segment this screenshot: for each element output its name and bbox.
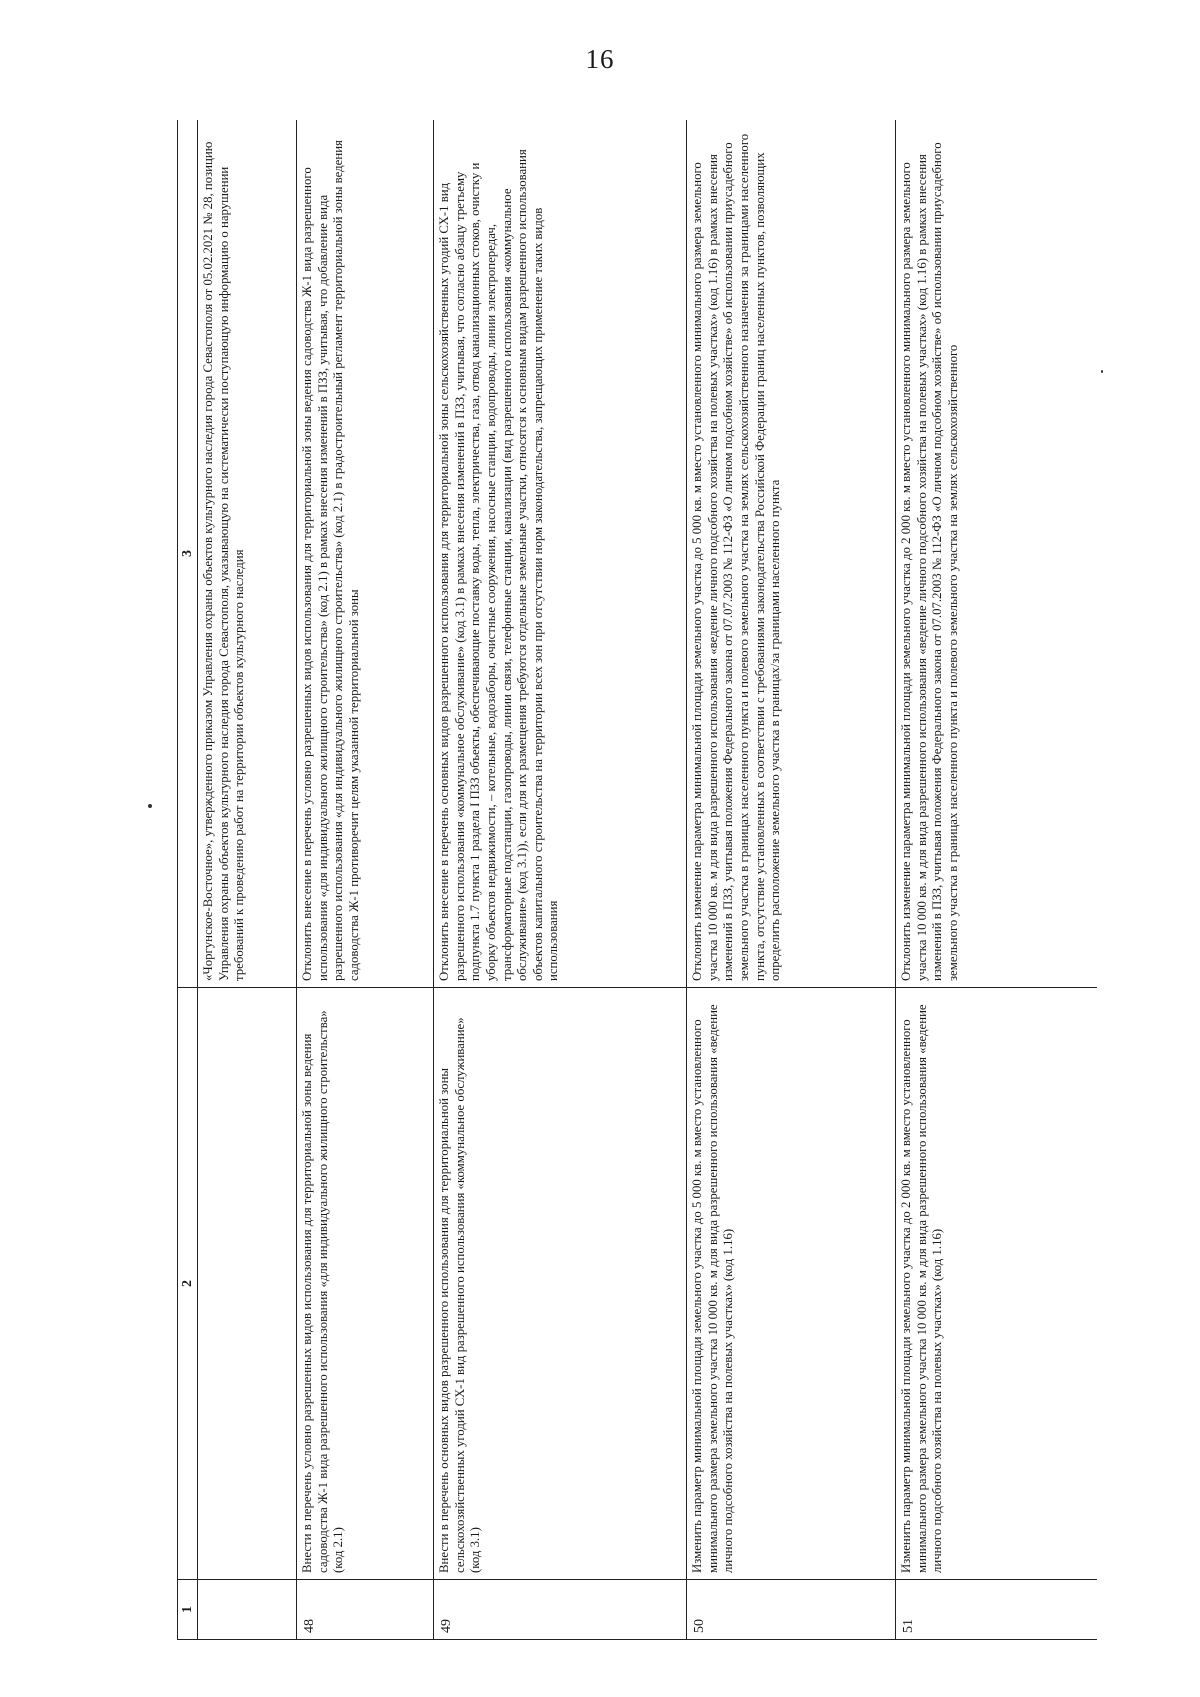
decision-cell: «Чоргунское-Восточное», утвержденного приказом Управления охраны объектов культурного наследия города Севастополя от 05.02.2021 № 28, позицию Управления охраны объектов культурного наследия города Севастополя, указывающую на систематически поступающую информацию о нарушении требований к проведению работ на территории объектов культурного наследия [198,120,297,988]
row-number [198,1580,297,1640]
decision-cell: Отклонить изменение параметра минимальной площади земельного участка до 2 000 кв. м вместо установленного минимального размера земельного участка 10 000 кв. м для вида разрешенного использования «ведение личного подсобного хозяйства на полевых участках» (код 1.16) в рамках внесения изменений в ПЗЗ, учитывая положения Федерального закона от 07.07.2003 № 112-ФЗ «О личном подсобном хозяйстве» об использовании приусадебного земельного участка в границах населенного пункта и полевого земельного участка на землях сельскохозяйственного [896,120,1097,988]
row-number: 50 [687,1580,896,1640]
row-number: 51 [896,1580,1097,1640]
proposal-cell [198,988,297,1580]
document-table-frame [177,120,1097,1640]
table-row [297,120,434,1640]
column-header-number: 1 [178,1580,198,1640]
decision-cell: Отклонить внесение в перечень условно разрешенных видов использования для территориальной зоны ведения садоводства Ж-1 вида разрешенного использования «для индивидуального жилищного строительства» (код 2.1) в рамках внесения изменений в ПЗЗ, учитывая, что добавление вида разрешенного использования «для индивидуального жилищного строительства» (код 2.1) в градостроительный регламент территориальной зоны ведения садоводства Ж-1 противоречит целям указанной территориальной зоны [297,120,434,988]
table-header-row [178,120,198,1640]
table-row [896,120,1097,1640]
scan-speck [148,804,152,808]
decision-cell: Отклонить изменение параметра минимальной площади земельного участка до 5 000 кв. м вместо установленного минимального размера земельного участка 10 000 кв. м для вида разрешенного использования «ведение личного подсобного хозяйства на полевых участках» (код 1.16) в рамках внесения изменений в ПЗЗ, учитывая положения Федерального закона от 07.07.2003 № 112-ФЗ «О личном подсобном хозяйстве» об использовании приусадебного земельного участка в границах населенного пункта и полевого земельного участка на землях сельскохозяйственного назначения за границами населенного пункта, отсутствие установленных в соответствии с требованиями законодательства Российской Федерации границ населенных пунктов, позволяющих определить расположение земельного участка в границах/за границами населенного пункта [687,120,896,988]
column-header-proposal: 2 [178,988,198,1580]
proposal-cell: Внести в перечень основных видов разрешенного использования для территориальной зоны сельскохозяйственных угодий СХ-1 вид разрешенного использования «коммунальное обслуживание» (код 3.1) [434,988,687,1580]
decision-cell: Отклонить внесение в перечень основных видов разрешенного использования для территориальной зоны сельскохозяйственных угодий СХ-1 вид разрешенного использования «коммунальное обслуживание» (код 3.1) в рамках внесения изменений в ПЗЗ, учитывая, что согласно абзацу третьему подпункта 1.7 пункта 1 раздела I ПЗЗ объекты, обеспечивающие поставку воды, тепла, электричества, газа, отвод канализационных стоков, очистку и уборку объектов недвижимости, – котельные, водозаборы, очистные сооружения, насосные станции, водопроводы, линии электропередач, трансформаторные подстанции, газопроводы, линии связи, телефонные станции, канализации (вид разрешенного использования «коммунальное обслуживание» (код 3.1)), если для их размещения требуются отдельные земельные участки, относятся к основным видам разрешенного использования объектов капитального строительства на территории всех зон при отсутствии норм законодательства, запрещающих применение таких видов использования [434,120,687,988]
proposals-table [177,120,1097,1640]
table-row [434,120,687,1640]
row-number: 49 [434,1580,687,1640]
page-number: 16 [585,44,615,74]
proposal-cell: Изменить параметр минимальной площади земельного участка до 2 000 кв. м вместо установленного минимального размера земельного участка 10 000 кв. м для вида разрешенного использования «ведение личного подсобного хозяйства на полевых участках» (код 1.16) [896,988,1097,1580]
row-number: 48 [297,1580,434,1640]
column-header-decision: 3 [178,120,198,988]
proposal-cell: Изменить параметр минимальной площади земельного участка до 5 000 кв. м вместо установленного минимального размера земельного участка 10 000 кв. м для вида разрешенного использования «ведение личного подсобного хозяйства на полевых участках» (код 1.16) [687,988,896,1580]
scan-speck [1101,370,1103,373]
table-row [198,120,297,1640]
proposal-cell: Внести в перечень условно разрешенных видов использования для территориальной зоны ведения садоводства Ж-1 вида разрешенного использования «для индивидуального жилищного строительства» (код 2.1) [297,988,434,1580]
table-row [687,120,896,1640]
